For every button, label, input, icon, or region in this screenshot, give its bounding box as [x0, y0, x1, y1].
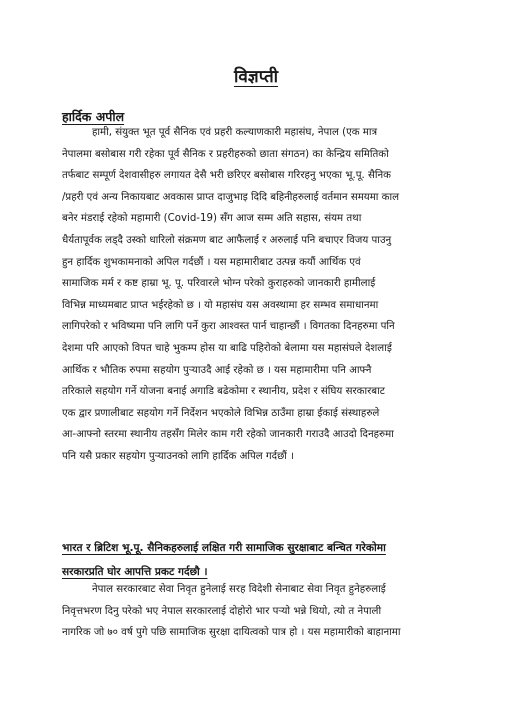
paragraph-line: नेपालमा बसोबास गरी रहेका पूर्व सैनिक र प्रहरीहरुको छाता संगठन) का केन्द्रिय समितिको	[62, 148, 389, 160]
paragraph-line: बनेर मंडराई रहेको महामारी (Covid-19) सँग आज सम्म अति सहास, संयम तथा	[62, 213, 362, 225]
paragraph-line: धैर्यतापूर्वक लड्दै उस्को धारिलो संक्रमण बाट आफैलाई र अरुलाई पनि बचाएर विजय पाउनु	[62, 234, 392, 246]
paragraph-line: आर्थिक र भौतिक रुपमा सहयोग पुर्‍याउदै आई रहेको छ । यस महामारीमा पनि आफ्नै	[62, 364, 372, 376]
paragraph-line: नागरिक जो ७० वर्ष पुगे पछि सामाजिक सुरक्षा दायित्वको पात्र हो । यस महामारीको बाहानामा	[62, 627, 401, 639]
paragraph-line: पनि यसै प्रकार सहयोग पुर्‍याउनको लागि हार्दिक अपिल गर्दछौं ।	[62, 450, 294, 462]
objection-paragraph	[62, 579, 462, 644]
section-heading-appeal: हार्दिक अपील	[62, 109, 125, 124]
paragraph-line: एक द्वार प्रणालीबाट सहयोग गर्ने निर्देशन भएकोले विभिन्न ठाउँमा हाम्रा ईकाई संस्थाहरुले	[62, 407, 380, 419]
paragraph-line: हामी, संयुक्त भूत पूर्व सैनिक एवं प्रहरी कल्याणकारी महासंघ, नेपाल (एक मात्र	[92, 127, 378, 138]
paragraph-line: देशमा परि आएको विपत चाहे भुकम्प होस या बाढि पहिरोको बेलामा यस महासंघले देशलाई	[62, 342, 392, 354]
paragraph-line: सामाजिक मर्म र कष्ट हाम्रा भू. पू. परिवारले भोग्न परेको कुराहरुको जानकारी हामीलाई	[62, 278, 376, 290]
paragraph-line: आ-आफ्नो स्तरमा स्थानीय तहसँग मिलेर काम गरी रहेको जानकारी गराउदै आउदो दिनहरुमा	[62, 429, 394, 441]
paragraph-line: हुन हार्दिक शुभकामनाको अपिल गर्दछौं । यस महामारीबाट उत्पन्न कयौं आर्थिक एवं	[62, 256, 361, 268]
paragraph-line: तर्फबाट सम्पूर्ण देशवासीहरु लगायत देसै भरी छरिएर बसोबास गरिरहनु भएका भू.पू. सैनिक	[62, 170, 391, 182]
appeal-paragraph	[62, 122, 462, 468]
paragraph-line: निवृत्तभरण दिनु परेको भए नेपाल सरकारलाई दोहोरो भार पर्‍यो भन्ने थियो, त्यो त नेपाली	[62, 605, 382, 617]
paragraph-line: नेपाल सरकारबाट सेवा निवृत हुनेलाई सरह विदेशी सेनाबाट सेवा निवृत हुनेहरुलाई	[92, 584, 386, 595]
page-title: विज्ञप्ती	[233, 67, 279, 87]
section-heading-objection	[62, 536, 482, 584]
paragraph-line: विभिन्न माध्यमबाट प्राप्त भईरहेको छ । यो महासंघ यस अवस्थामा हर सम्भव समाधानमा	[62, 299, 379, 311]
paragraph-line: तरिकाले सहयोग गर्ने योजना बनाई अगाडि बढेकोमा र स्थानीय, प्रदेश र संघिय सरकारबाट	[62, 386, 385, 398]
section-heading-line: सरकारप्रति घोर आपत्ति प्रकट गर्दछौ ।	[62, 566, 208, 578]
section-heading-line: भारत र ब्रिटिश भू.पू. सैनिकहरुलाई लक्षित गरी सामाजिक सुरक्षाबाट बन्चित गरेकोमा	[62, 542, 386, 554]
paragraph-line: /प्रहरी एवं अन्य निकायबाट अवकास प्राप्त दाजुभाइ दिदि बहिनीहरुलाई वर्तमान समयमा काल	[62, 191, 400, 203]
paragraph-line: लागिपरेको र भविष्यमा पनि लागि पर्ने कुरा आश्वस्त पार्न चाहान्छौं । विगतका दिनहरुमा पनि	[62, 321, 395, 333]
